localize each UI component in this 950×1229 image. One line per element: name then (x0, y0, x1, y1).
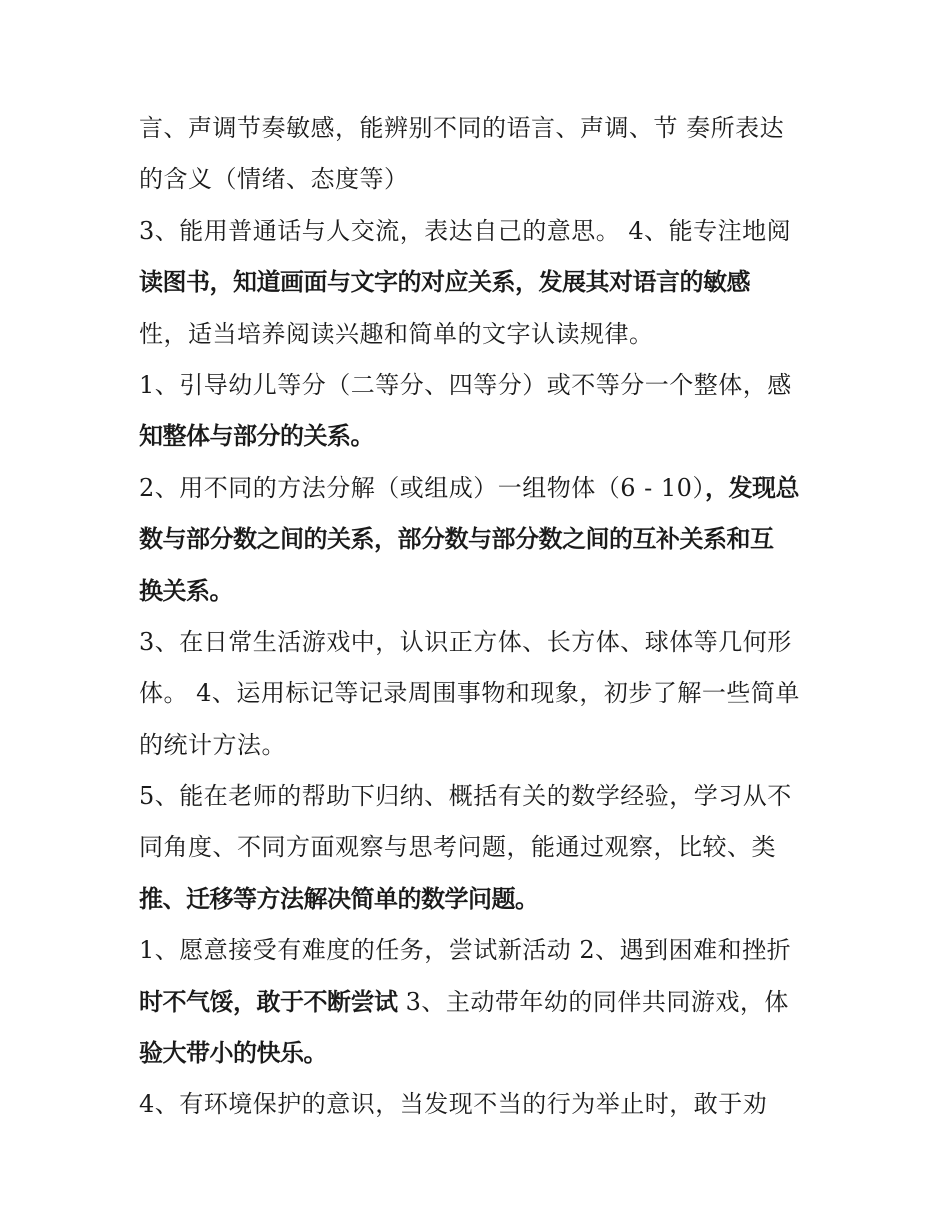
text-segment: 数与部分数之间的关系，部分数与部分数之间的互补关系和互 (139, 525, 774, 554)
text-segment: 读图书，知道画面与文字的对应关系，发展其对语言的敏感 (139, 268, 750, 297)
text-line (139, 566, 829, 617)
text-segment: 推、迁移等方法解决简单的数学问题。 (139, 884, 539, 913)
text-line (139, 925, 829, 976)
text-segment: 换关系。 (139, 576, 233, 605)
text-line (139, 463, 829, 514)
text-line (139, 720, 829, 771)
text-segment: 3、主动带年幼的同伴共同游戏，体 (397, 987, 789, 1016)
text-line (139, 154, 829, 205)
text-segment: 知整体与部分的关系。 (139, 422, 374, 451)
text-line (139, 771, 829, 822)
text-segment: 3、在日常生活游戏中，认识正方体、长方体、球体等几何形 (139, 627, 792, 656)
text-segment: 3、能用普通话与人交流，表达自己的意思。 4、能专注地阅 (139, 216, 792, 245)
text-line (139, 103, 829, 154)
text-line (139, 874, 829, 925)
text-line (139, 360, 829, 411)
text-line (139, 617, 829, 668)
text-line (139, 977, 829, 1028)
text-line (139, 1079, 829, 1130)
text-segment: 的统计方法。 (139, 730, 286, 759)
text-line (139, 411, 829, 462)
text-segment: 5、能在老师的帮助下归纳、概括有关的数学经验，学习从不 (139, 782, 792, 811)
text-segment: 言、声调节奏敏感，能辨别不同的语言、声调、节 奏所表达 (139, 114, 785, 142)
text-line (139, 206, 829, 257)
text-segment: 时不气馁，敢于不断尝试 (139, 987, 398, 1016)
text-segment: 同角度、不同方面观察与思考问题，能通过观察，比较、类 (139, 833, 776, 862)
text-line (139, 822, 829, 873)
text-segment: 验大带小的快乐。 (139, 1039, 327, 1068)
text-line (139, 257, 829, 308)
text-line (139, 514, 829, 565)
text-segment: ，发现总 (704, 473, 799, 502)
text-segment: 体。 4、运用标记等记录周围事物和现象，初步了解一些简单 (139, 679, 800, 708)
text-line (139, 309, 829, 360)
text-segment: 性，适当培养阅读兴趣和简单的文字认读规律。 (139, 319, 654, 348)
text-line (139, 1028, 829, 1079)
text-segment: 2、用不同的方法分解（或组成）一组物体（6 - 10） (139, 473, 705, 502)
text-segment: 1、引导幼儿等分（二等分、四等分）或不等分一个整体，感 (139, 370, 792, 399)
document-body (139, 103, 829, 1131)
text-segment: 的含义（情绪、态度等） (139, 165, 409, 194)
text-segment: 4、有环境保护的意识，当发现不当的行为举止时，敢于劝 (139, 1090, 768, 1119)
text-segment: 1、愿意接受有难度的任务，尝试新活动 2、遇到困难和挫折 (139, 936, 792, 965)
text-line (139, 668, 829, 719)
